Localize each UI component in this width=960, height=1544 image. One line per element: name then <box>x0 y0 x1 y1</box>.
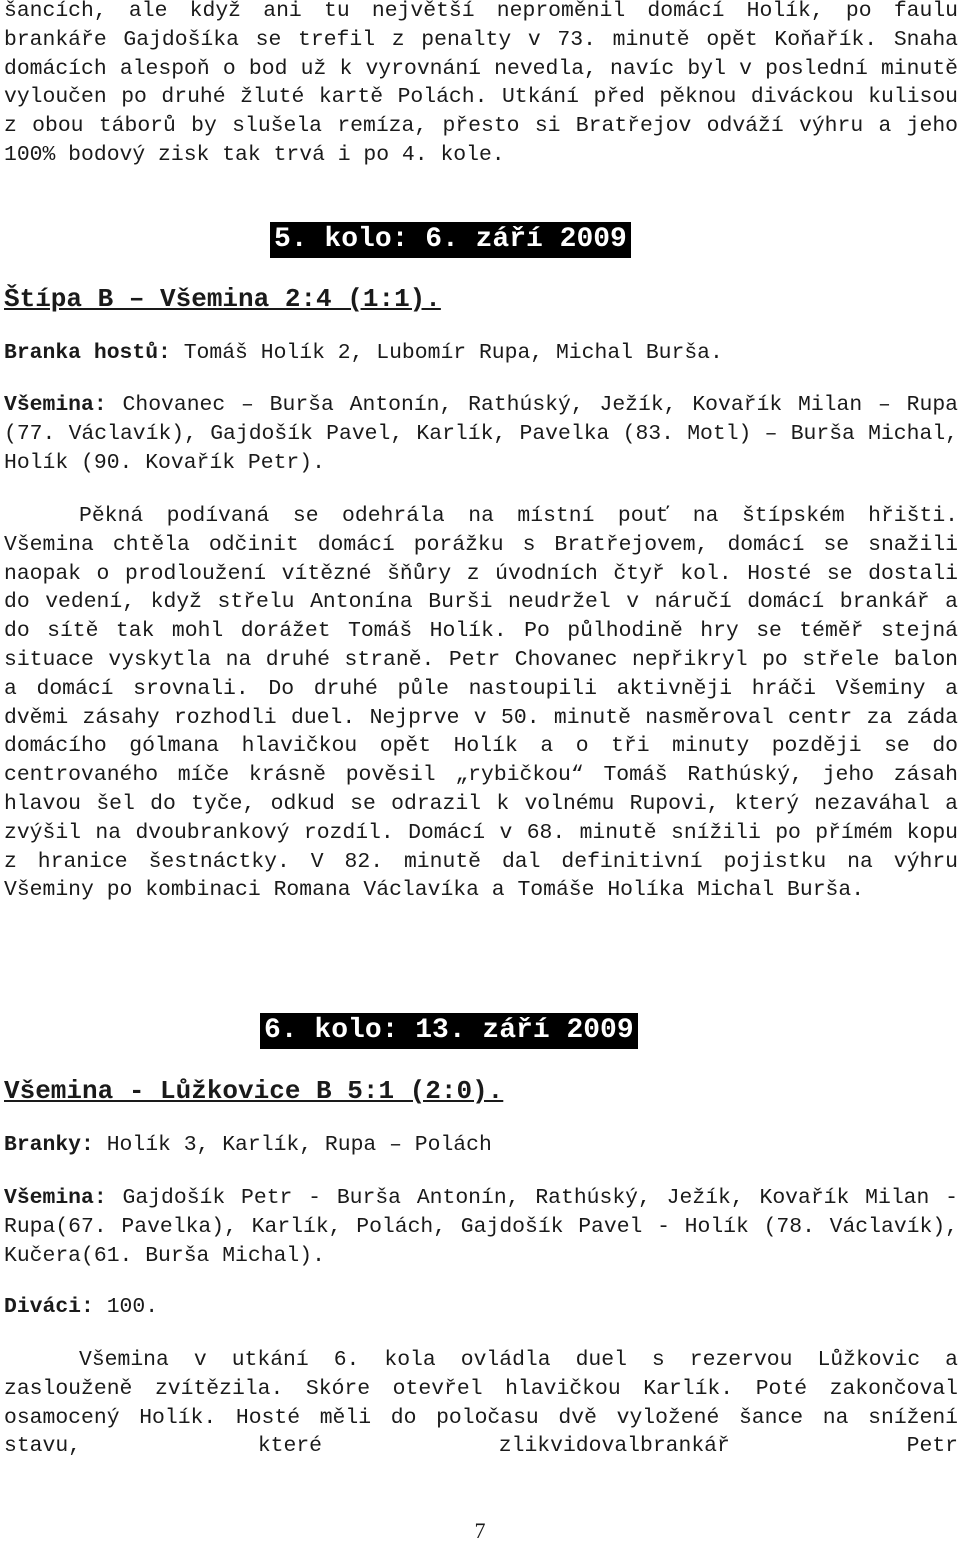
spectators-label: Diváci: <box>4 1295 94 1319</box>
goals-text: Tomáš Holík 2, Lubomír Rupa, Michal Burša. <box>170 341 723 365</box>
lineup-label: Všemina: <box>4 393 107 417</box>
round-5-report: Pěkná podívaná se odehrála na místní pouť na štípském hřišti. Všemina chtěla odčinit domácí porážku s Bratřejovem, domácí se snažili naopak o prodloužení vítězné šňůry z úvodních čtyř kol. Hosté se dostali do vedení, když střelu Antonína Burši neudržel v náručí domácí brankář a do sítě tak mohl dorážet Tomáš Holík. Po půlhodině hry se téměř stejná situace vyskytla na druhé straně. Petr Chovanec nepřikryl po střele balon a domácí srovnali. Do druhé půle nastoupili aktivněji hráči Všeminy a dvěmi zásahy rozhodli duel. Nejprve v 50. minutě nasměroval centr za záda domácího gólmana hlavičkou opět Holík a o tři minuty později se do centrovaného míče krásně pověsil „rybičkou“ Tomáš Rathúský, jeho zásah hlavou šel do tyče, odkud se odrazil k volnému Rupovi, který nezaváhal a zvýšil na dvoubrankový rozdíl. Domácí v 68. minutě snížili po přímém kopu z hranice šestnáctky. V 82. minutě dal definitivní pojistku na výhru Všeminy po kombinaci Romana Václavíka a Tomáše Holíka Michal Burša. <box>4 504 958 903</box>
round-5-lineup <box>4 391 958 477</box>
round-6-match-title: Všemina - Lůžkovice B 5:1 (2:0). <box>4 1076 504 1106</box>
lineup-text: Chovanec – Burša Antonín, Rathúský, Ježík, Kovařík Milan – Rupa (77. Václavík), Gajdošík Pavel, Karlík, Pavelka (83. Motl) – Burša Michal, Holík (90. Kovařík Petr). <box>4 393 958 475</box>
intro-paragraph: šancích, ale když ani tu největší neproměnil domácí Holík, po faulu brankáře Gajdošíka se trefil z penalty v 73. minutě opět Koňařík. Snaha domácích alespoň o bod už k vyrovnání nevedla, navíc byl v poslední minutě vyloučen po druhé žluté kartě Polách. Utkání před pěknou diváckou kulisou z obou táborů by slušela remíza, přesto si Bratřejov odváží výhru a jeho 100% bodový zisk tak trvá i po 4. kole. <box>4 0 958 167</box>
round-5-goals <box>4 339 958 368</box>
round-5-match-title: Štípa B – Všemina 2:4 (1:1). <box>4 284 441 314</box>
page-number: 7 <box>474 1518 486 1543</box>
goals-label: Branka hostů: <box>4 341 171 365</box>
round-6-lineup <box>4 1184 958 1270</box>
round-6-goals <box>4 1131 958 1160</box>
round-6-report: Všemina v utkání 6. kola ovládla duel s rezervou Lůžkovic a zaslouženě zvítězila. Skóre otevřel hlavičkou Karlík. Poté zakončoval osamocený Holík. Hosté měli do poločasu dvě vyložené šance na snížení stavu, které zlikvidovalbrankář Petr <box>4 1348 958 1459</box>
lineup-label: Všemina: <box>4 1186 107 1210</box>
spectators-text: 100. <box>93 1295 159 1319</box>
goals-text: Holík 3, Karlík, Rupa – Polách <box>93 1133 492 1157</box>
round-6-heading: 6. kolo: 13. září 2009 <box>260 1013 638 1049</box>
goals-label: Branky: <box>4 1133 94 1157</box>
round-6-spectators <box>4 1293 958 1322</box>
lineup-text: Gajdošík Petr - Burša Antonín, Rathúský, Ježík, Kovařík Milan - Rupa(67. Pavelka), Karlík, Polách, Gajdošík Pavel - Holík (78. Václavík), Kučera(61. Burša Michal). <box>4 1186 958 1268</box>
round-5-heading: 5. kolo: 6. září 2009 <box>270 222 631 258</box>
